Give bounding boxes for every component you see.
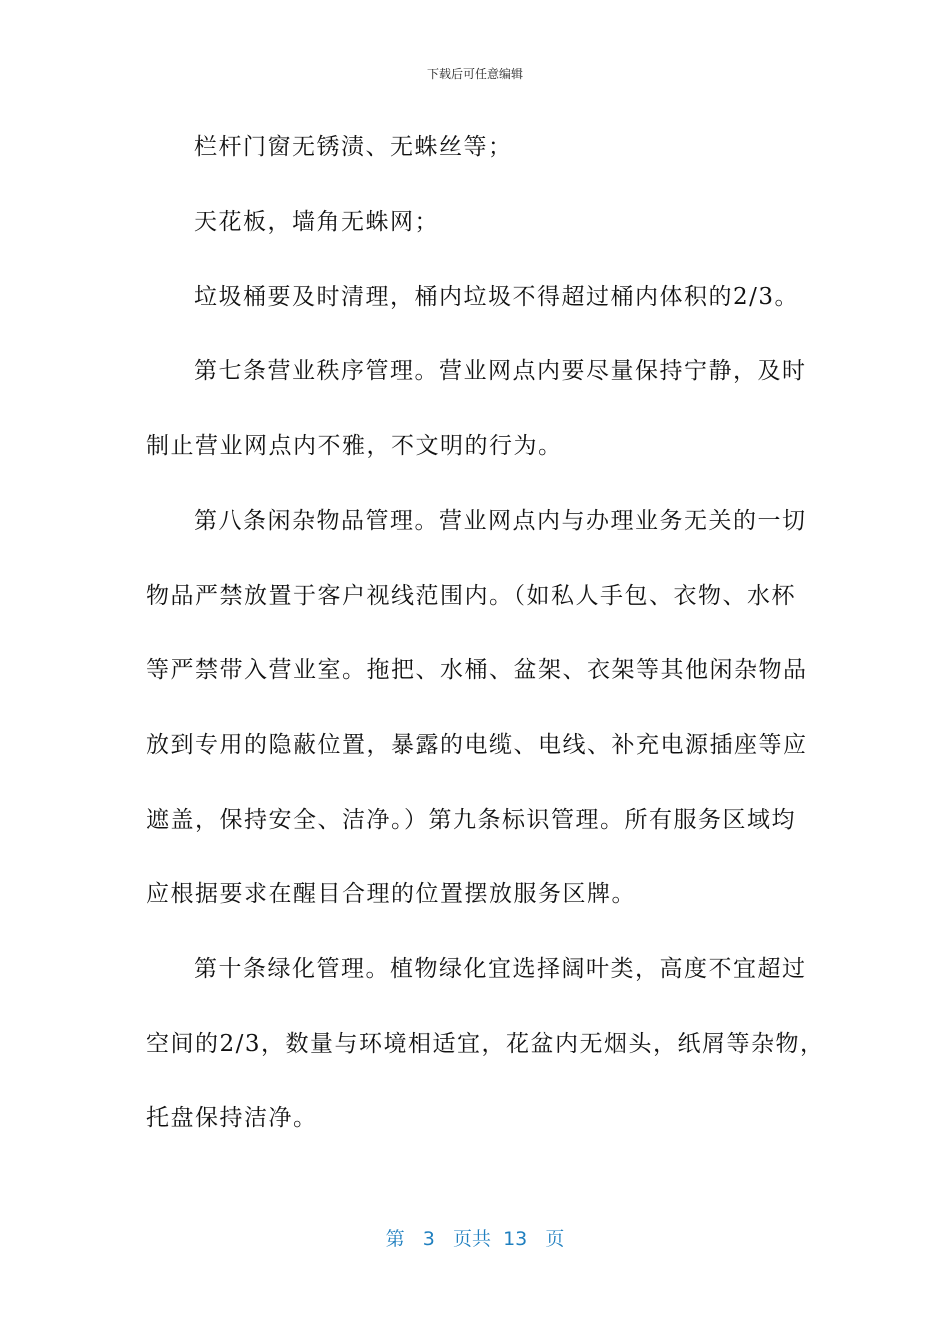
body-line: 第七条营业秩序管理。营业网点内要尽量保持宁静，及时 <box>194 358 807 384</box>
footer-suffix: 页 <box>545 1228 565 1250</box>
page-number: 3 <box>422 1228 435 1250</box>
page-footer <box>0 1227 950 1251</box>
body-line: 应根据要求在醒目合理的位置摆放服务区牌。 <box>146 881 636 907</box>
body-line: 等严禁带入营业室。拖把、水桶、盆架、衣架等其他闲杂物品 <box>146 657 808 683</box>
body-line: 空间的2/3，数量与环境相适宜，花盆内无烟头，纸屑等杂物， <box>146 1031 825 1057</box>
body-line: 制止营业网点内不雅，不文明的行为。 <box>146 433 563 459</box>
footer-middle: 页共 <box>452 1228 491 1250</box>
body-line: 第八条闲杂物品管理。营业网点内与办理业务无关的一切 <box>194 508 807 534</box>
body-line: 托盘保持洁净。 <box>146 1105 318 1131</box>
page-header: 下载后可任意编辑 <box>426 67 523 81</box>
body-line: 放到专用的隐蔽位置，暴露的电缆、电线、补充电源插座等应 <box>146 732 808 758</box>
body-line: 第十条绿化管理。植物绿化宜选择阔叶类，高度不宜超过 <box>194 956 807 982</box>
footer-prefix: 第 <box>385 1228 405 1250</box>
body-line: 栏杆门窗无锈渍、无蛛丝等； <box>194 134 513 160</box>
total-pages: 13 <box>503 1228 528 1250</box>
body-line: 遮盖，保持安全、洁净。）第九条标识管理。所有服务区域均 <box>146 807 796 833</box>
body-line: 物品严禁放置于客户视线范围内。（如私人手包、衣物、水杯 <box>146 583 796 609</box>
body-line: 天花板，墙角无蛛网； <box>194 209 439 235</box>
body-line: 垃圾桶要及时清理，桶内垃圾不得超过桶内体积的2/3。 <box>194 284 800 310</box>
